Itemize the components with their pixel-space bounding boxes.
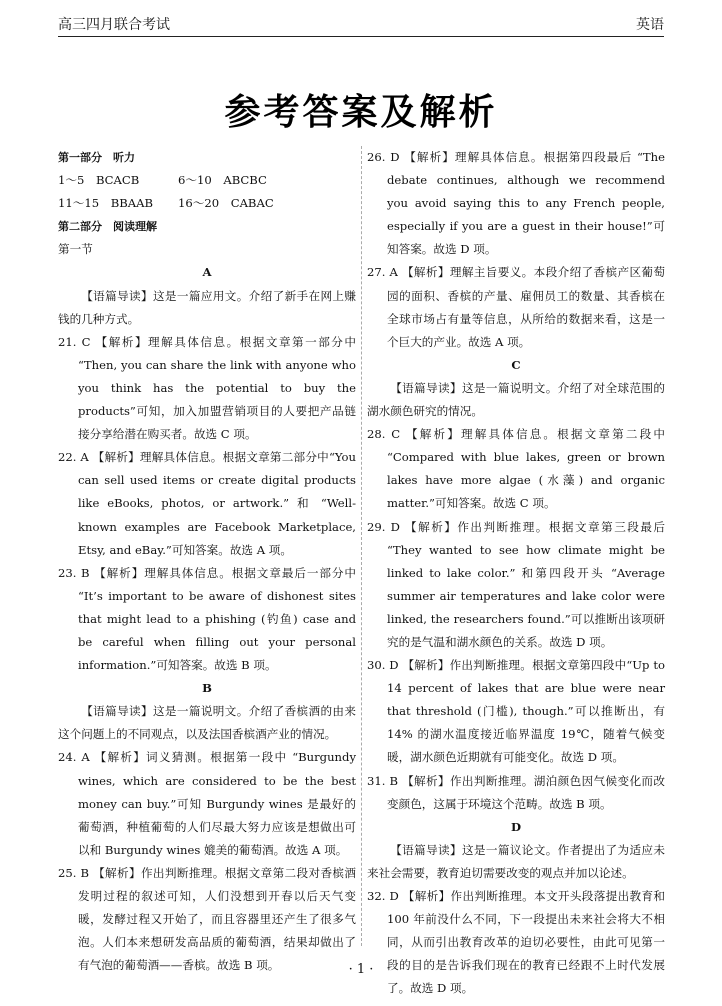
answer-explanation: 32. D 【解析】作出判断推理。本文开头段落提出教育和 100 年前没什么不同，下一段提出未来社会将大不相同，从而引出教育改革的迫切必要性，由此可见第一段的目的是告诉我们现在的教育已经跟不上时代发展了。故选 D 项。 (367, 889, 665, 996)
subsection-heading: 第一节 (58, 242, 93, 257)
answer-explanation: 29. D 【解析】作出判断推理。根据文章第三段最后 “They wanted to see how climate might be linked to lake color.” 和第四段开头 “Average summer air temperatures and lake color were linked, the researchers found.”可以推断出该项研究的是气温和湖水颜色的关系。故选 D 项。 (367, 519, 665, 649)
answer-explanation: 23. B 【解析】理解具体信息。根据文章最后一部分中 “It’s important to be aware of dishonest sites that might lead to a phishing (钓鱼) case and be careful when filling out your personal information.”可知答案。故选 B 项。 (58, 565, 356, 673)
answer-explanation: 26. D 【解析】理解具体信息。根据第四段最后 “The debate continues, although we recommend you avoid saying this to any French people, especially if you are a guest in their house!”可知答案。故选 D 项。 (367, 150, 665, 257)
section-heading-reading: 第二部分 阅读理解 (58, 220, 157, 234)
page-number: · 1 · (348, 962, 374, 977)
passage-label-d: D (510, 819, 522, 834)
left-column (58, 146, 356, 977)
answer-range: 1～5 BCACB (58, 173, 140, 188)
answers-row-2 (58, 192, 356, 215)
answer-explanation: 21. C 【解析】理解具体信息。根据文章第一部分中 “Then, you can share the link with anyone who you think has the potential to buy the products”可知，加入加盟营销项目的人要把产品链接分享给潜在购买者。故选 C 项。 (58, 334, 356, 442)
answer-explanation: 27. A 【解析】理解主旨要义。本段介绍了香槟产区葡萄园的面积、香槟的产量、雇佣员工的数量、其香槟在全球市场占有量等信息，从所给的数据来看，这是一个巨大的产业。故选 A 项。 (367, 265, 665, 349)
passage-label-c: C (511, 357, 521, 372)
page-title: 参考答案及解析 (224, 92, 498, 133)
subject-name: 英语 (636, 17, 664, 33)
passage-label-a: A (202, 265, 212, 280)
passage-guide: 【语篇导读】这是一篇议论文。作者提出了为适应未来社会需要，教育迫切需要改变的观点并加以论述。 (367, 842, 665, 880)
page-header (58, 14, 664, 37)
answer-range: 16～20 CABAC (178, 196, 274, 211)
answer-explanation: 28. C 【解析】理解具体信息。根据文章第二段中 “Compared with blue lakes, green or brown lakes have more algae (水藻) and organic matter.”可知答案。故选 C 项。 (367, 427, 665, 511)
answer-explanation: 25. B 【解析】作出判断推理。根据文章第二段对香槟酒发明过程的叙述可知，人们没想到开春以后天气变暖，发酵过程又开始了，而且容器里还产生了很多气泡。人们本来想研发高品质的葡萄酒，结果却做出了有气泡的葡萄酒——香槟。故选 B 项。 (58, 865, 356, 973)
answer-range: 6～10 ABCBC (178, 173, 267, 188)
answer-explanation: 30. D 【解析】作出判断推理。根据文章第四段中“Up to 14 percent of lakes that are blue were near that threshold (门槛), though.”可以推断出，有 14% 的湖水温度接近临界温度 19℃，随着气候变暖，湖水颜色近期就有可能变化。故选 D 项。 (367, 658, 665, 765)
answer-range: 11～15 BBAAB (58, 196, 153, 211)
section-heading-listening: 第一部分 听力 (58, 151, 135, 164)
passage-guide: 【语篇导读】这是一篇应用文。介绍了新手在网上赚钱的几种方式。 (58, 288, 356, 326)
exam-name: 高三四月联合考试 (58, 17, 170, 33)
answers-row-1 (58, 169, 356, 192)
passage-guide: 【语篇导读】这是一篇说明文。介绍了对全球范围的湖水颜色研究的情况。 (367, 380, 665, 419)
answer-explanation: 24. A 【解析】词义猜测。根据第一段中 “Burgundy wines, which are considered to be the best money can buy.”可知 Burgundy wines 是最好的葡萄酒，种植葡萄的人们尽最大努力应该是想做出可以和 Burgundy wines 媲美的葡萄酒。故选 A 项。 (58, 750, 356, 857)
answer-explanation: 31. B 【解析】作出判断推理。湖泊颜色因气候变化而改变颜色，这属于环境这个范畴。故选 B 项。 (367, 773, 665, 811)
passage-guide: 【语篇导读】这是一篇说明文。介绍了香槟酒的由来这个问题上的不同观点，以及法国香槟酒产业的情况。 (58, 704, 356, 742)
answer-explanation: 22. A 【解析】理解具体信息。根据文章第二部分中“You can sell used items or create digital products like eBooks, photos, or artwork.” 和 “Well-known examples are Facebook Marketplace, Etsy, and eBay.”可知答案。故选 A 项。 (58, 450, 356, 557)
right-column (367, 146, 665, 1000)
passage-label-b: B (202, 681, 212, 696)
column-divider (361, 146, 362, 946)
